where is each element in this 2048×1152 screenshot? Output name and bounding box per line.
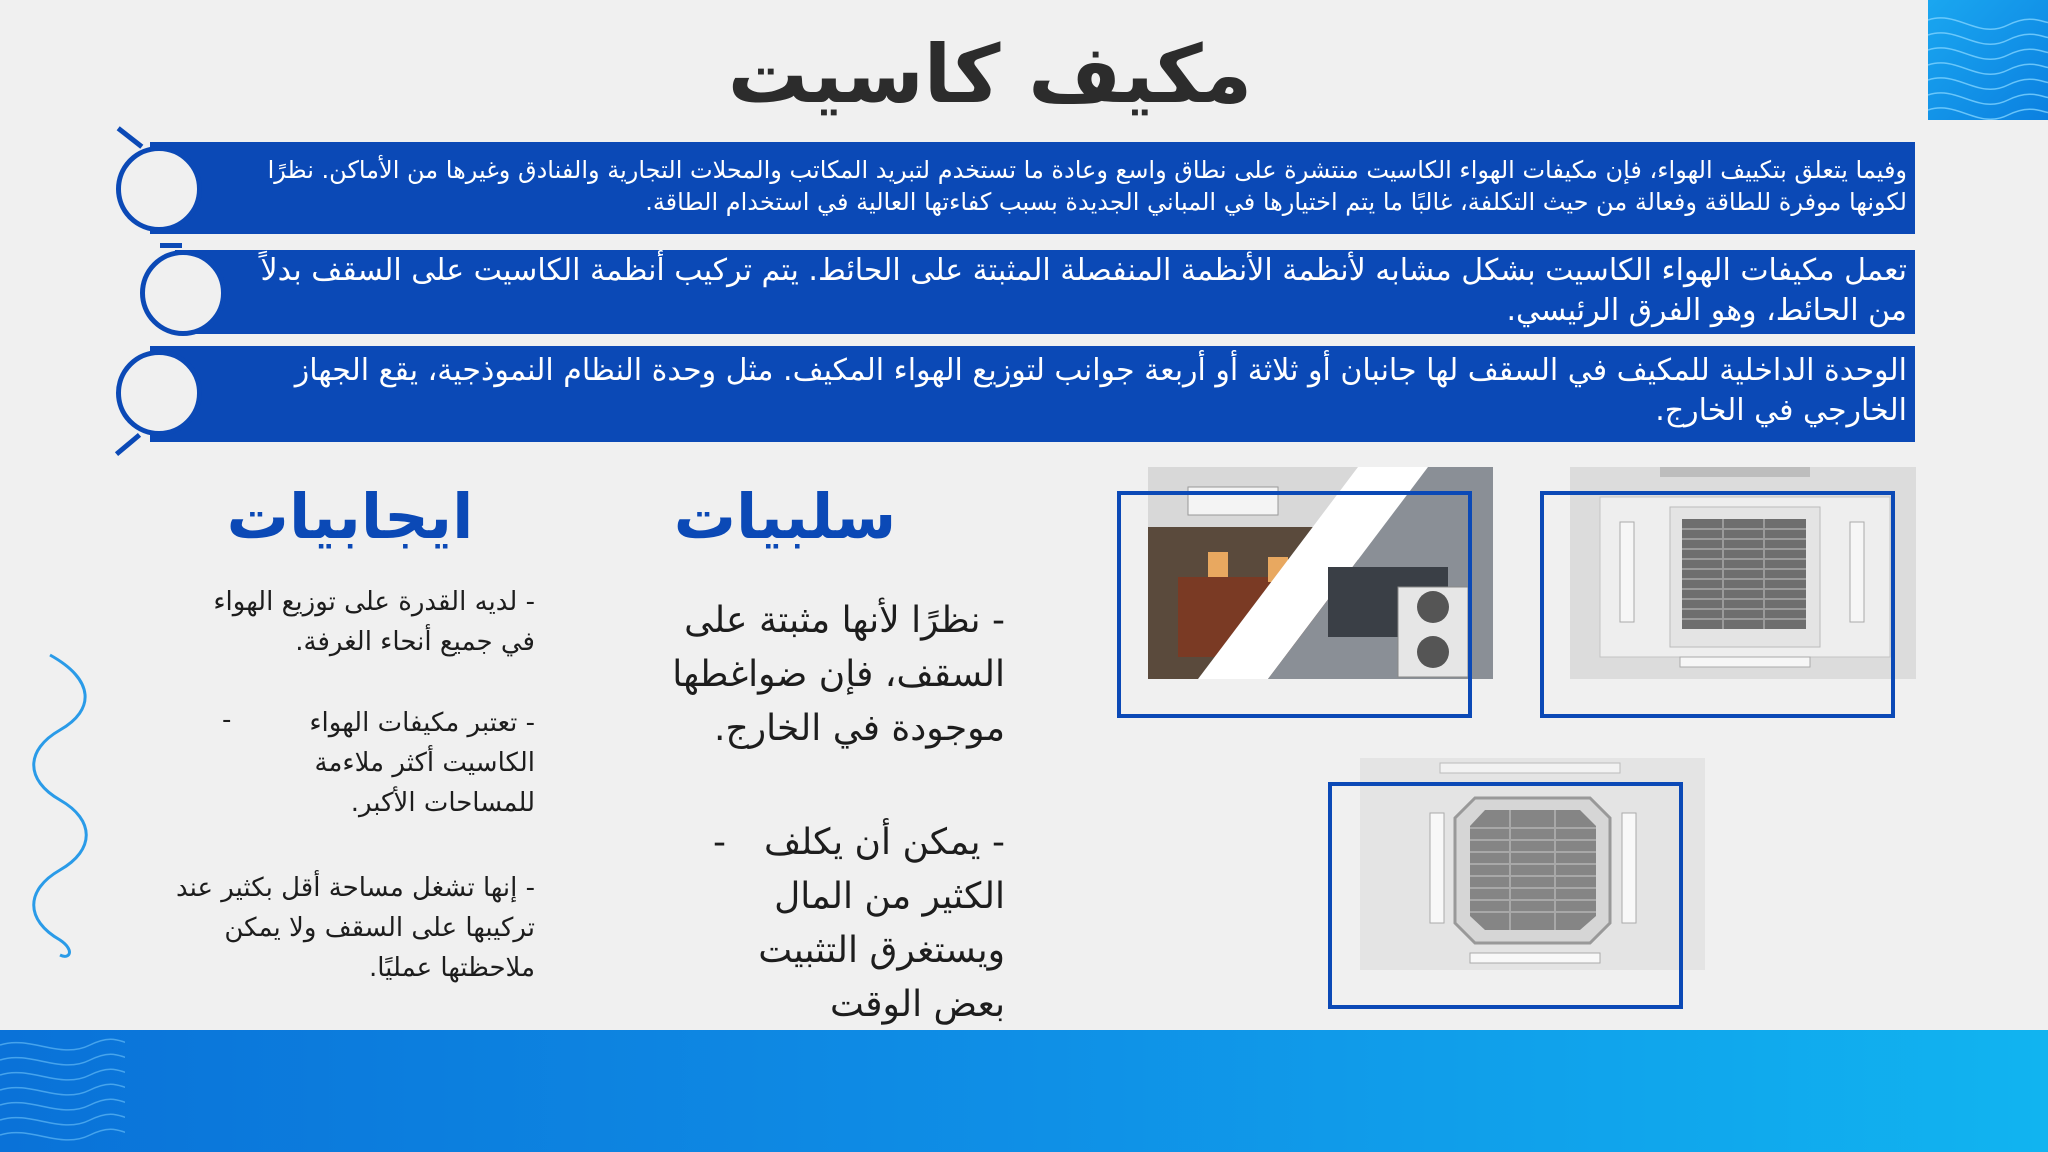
photo-frame xyxy=(1540,491,1895,718)
corner-decoration xyxy=(1928,0,2048,120)
info-bar-2-text: تعمل مكيفات الهواء الكاسيت بشكل مشابه لأنظمة الأنظمة المنفصلة المثبتة على الحائط. يتم تركيب أنظمة الكاسيت على السقف بدلاً من الحائط، وهو الفرق الرئيسي. xyxy=(260,253,1907,328)
pros-item: - إنها تشغل مساحة أقل بكثير عند تركيبها على السقف ولا يمكن ملاحظتها عمليًا. xyxy=(175,873,535,983)
cons-item: - نظرًا لأنها مثبتة على السقف، فإن ضواغطها موجودة في الخارج. xyxy=(672,600,1005,749)
pros-item: - لديه القدرة على توزيع الهواء في جميع أنحاء الغرفة. xyxy=(213,587,535,657)
photo-frame xyxy=(1117,491,1472,718)
cons-heading: سلبيات xyxy=(673,480,897,553)
photo-frame xyxy=(1328,782,1683,1009)
info-bar-2 xyxy=(175,250,1915,334)
pros-item: - تعتبر مكيفات الهواء الكاسيت أكثر ملاءمة للمساحات الأكبر. xyxy=(309,708,535,818)
wave-pattern-icon xyxy=(0,1030,125,1152)
cons-item: - يمكن أن يكلف الكثير من المال ويستغرق التثبيت بعض الوقت xyxy=(758,822,1005,1025)
squiggle-decoration-icon xyxy=(20,650,100,960)
bar-1-circle xyxy=(116,146,202,232)
pros-extra-dash: - xyxy=(222,705,232,735)
info-bar-3 xyxy=(150,346,1915,442)
bar-3-circle xyxy=(116,350,202,436)
info-bar-3-text: الوحدة الداخلية للمكيف في السقف لها جانبان أو ثلاثة أو أربعة جوانب لتوزيع الهواء المكيف. مثل وحدة النظام النموذجية، يقع الجهاز الخارجي في الخارج. xyxy=(294,353,1907,428)
page-title: مكيف كاسيت xyxy=(727,28,1253,121)
wave-pattern-icon xyxy=(1928,0,2048,120)
bottom-band xyxy=(0,1030,2048,1152)
cons-extra-dash: - xyxy=(713,822,726,863)
bar-2-circle xyxy=(140,250,226,336)
bar-3-connector xyxy=(115,433,141,456)
pros-heading: ايجابيات xyxy=(226,480,474,553)
bar-2-connector xyxy=(160,243,182,248)
info-bar-1-text: وفيما يتعلق بتكييف الهواء، فإن مكيفات الهواء الكاسيت منتشرة على نطاق واسع وعادة ما تستخدم لتبريد المكاتب والمحلات التجارية والفنادق وغيرها من الأماكن. نظرًا لكونها موفرة للطاقة وفعالة من حيث التكلفة، غالبًا ما يتم اختيارها في المباني الجديدة بسبب كفاءتها العالية في استخدام الطاقة. xyxy=(267,156,1907,216)
bar-1-connector xyxy=(117,126,144,148)
info-bar-1 xyxy=(150,142,1915,234)
